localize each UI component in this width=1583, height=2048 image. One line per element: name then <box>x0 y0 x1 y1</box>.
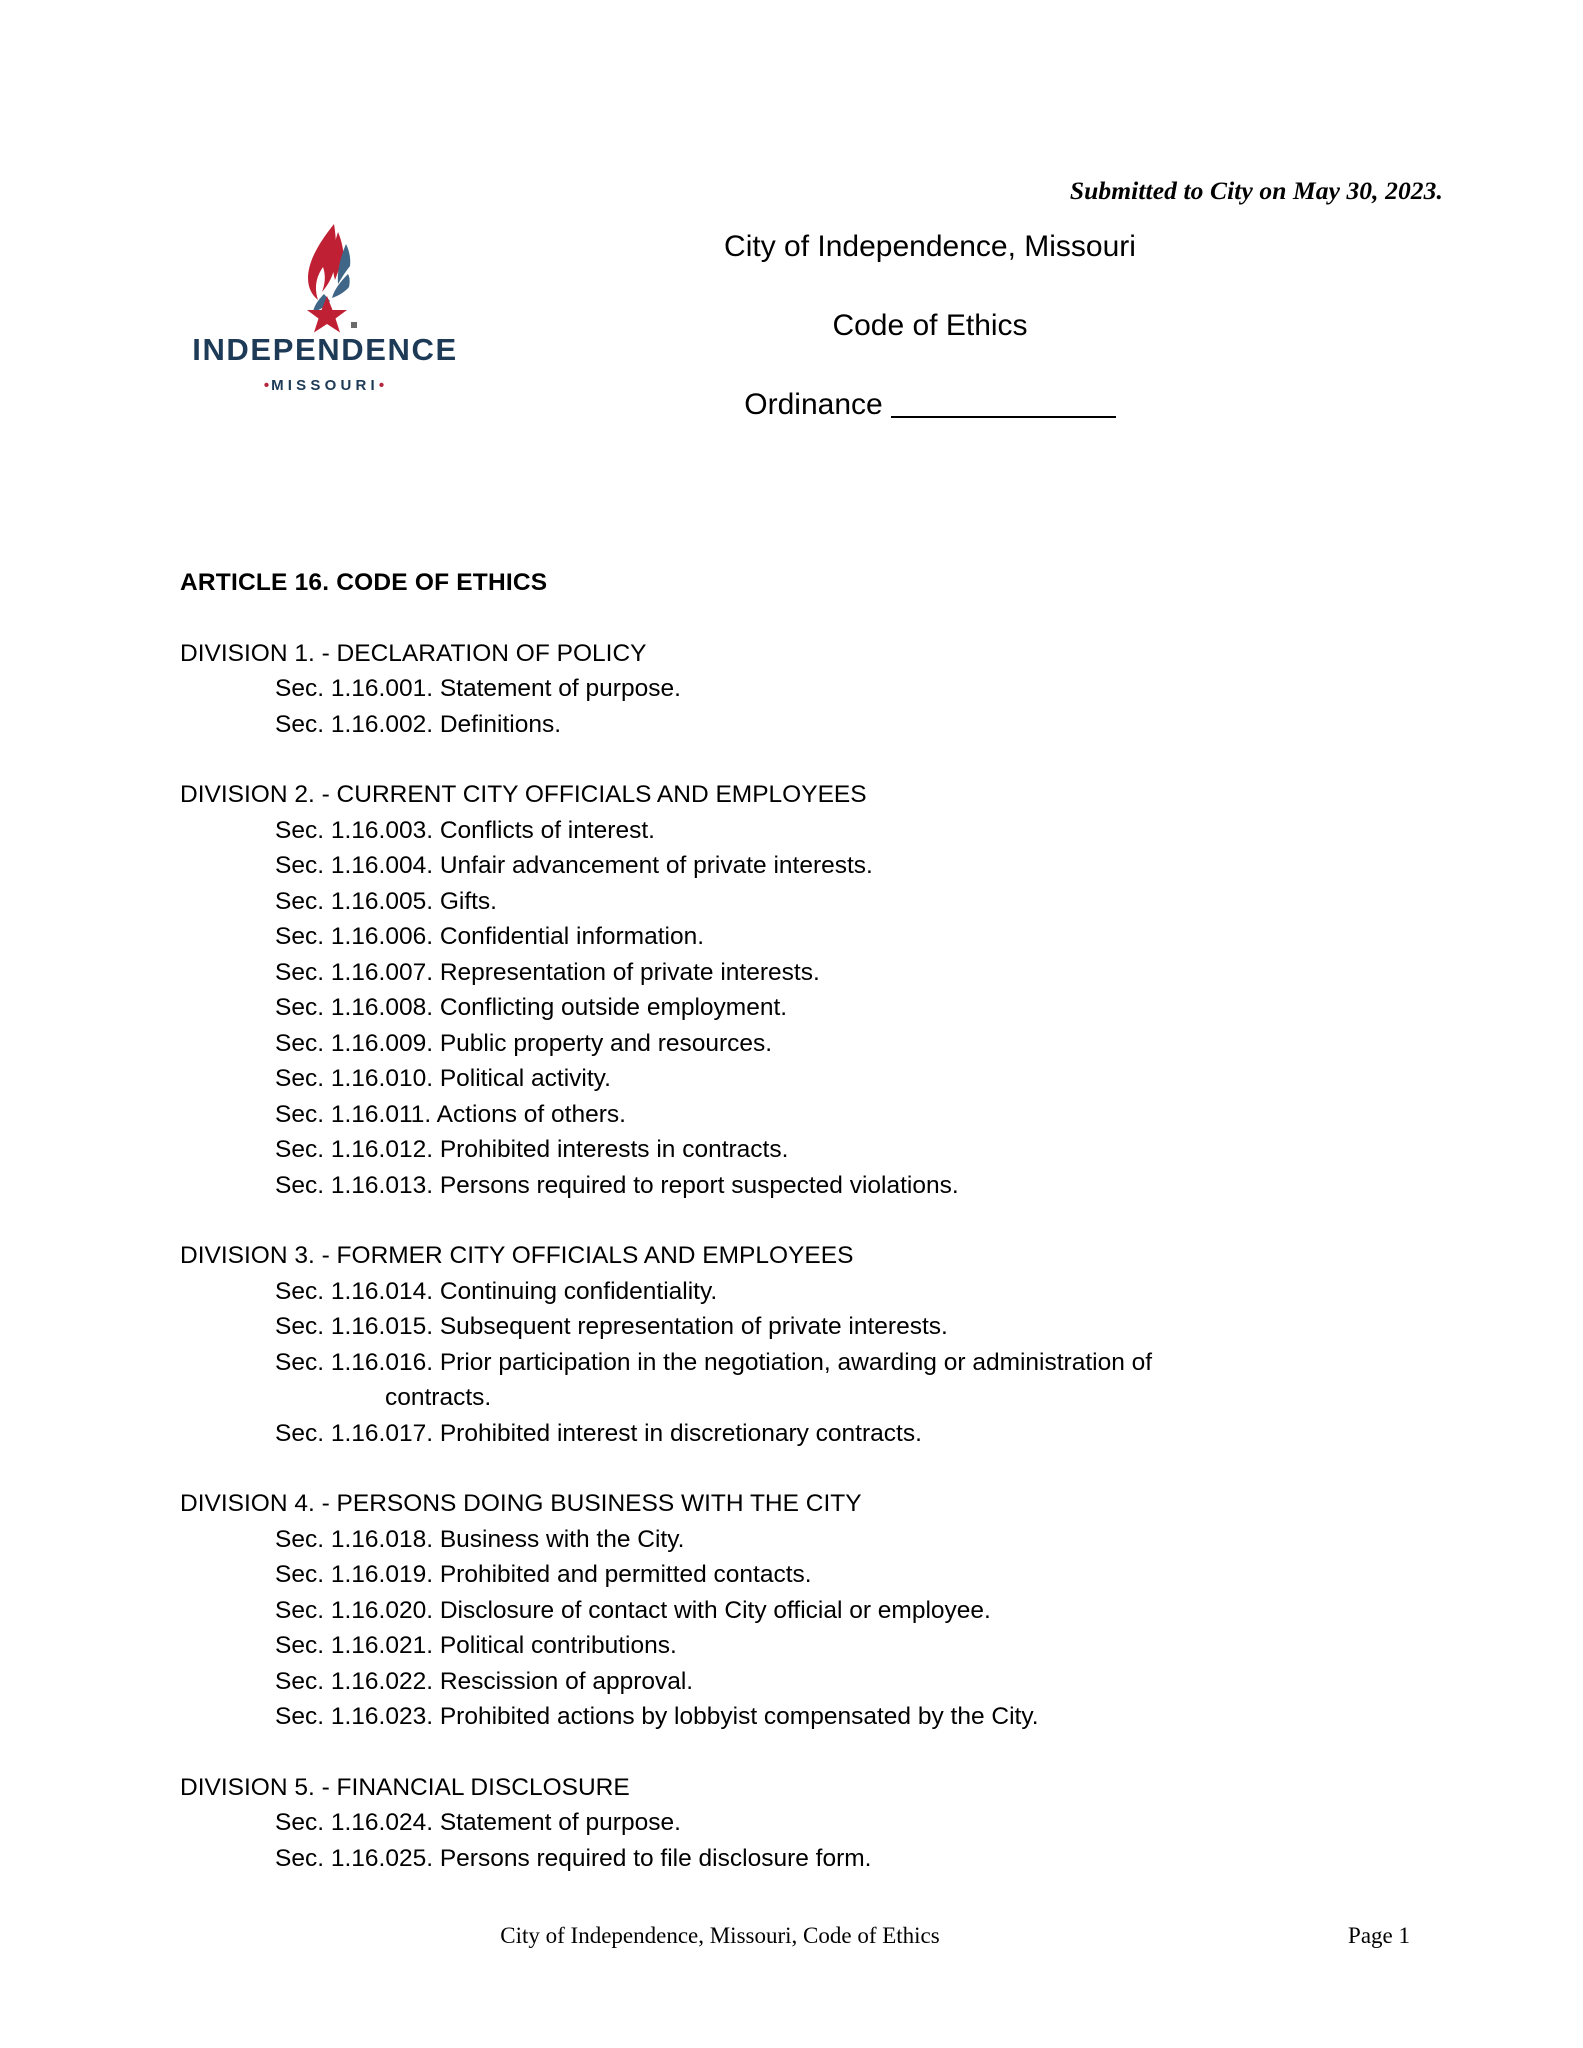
section-entry[interactable]: Sec. 1.16.019. Prohibited and permitted contacts. <box>275 1561 812 1588</box>
section-entry[interactable]: Sec. 1.16.014. Continuing confidentiality. <box>275 1277 718 1305</box>
section-entry[interactable]: Sec. 1.16.008. Conflicting outside employment. <box>275 994 788 1021</box>
section-entry[interactable] <box>180 1345 1420 1416</box>
section-entry[interactable]: Sec. 1.16.006. Confidential information. <box>275 923 705 950</box>
division-section-list <box>180 1805 1420 1876</box>
section-entry[interactable]: Sec. 1.16.009. Public property and resources. <box>275 1029 773 1057</box>
section-entry-text: Sec. 1.16.016. Prior participation in the negotiation, awarding or administration of <box>275 1348 1153 1376</box>
section-entry[interactable]: Sec. 1.16.013. Persons required to report suspected violations. <box>275 1171 959 1199</box>
masthead <box>150 222 1440 452</box>
title-city-line: City of Independence, Missouri <box>724 230 1136 263</box>
section-entry[interactable]: Sec. 1.16.018. Business with the City. <box>275 1525 685 1553</box>
section-entry[interactable]: Sec. 1.16.015. Subsequent representation of private interests. <box>275 1313 948 1340</box>
division-section-list <box>180 671 1420 742</box>
division-title: DIVISION 5. - FINANCIAL DISCLOSURE <box>180 1773 630 1801</box>
footer-document-title: City of Independence, Missouri, Code of Ethics <box>500 1923 940 1948</box>
ordinance-label: Ordinance <box>744 388 883 421</box>
section-entry[interactable]: Sec. 1.16.017. Prohibited interest in discretionary contracts. <box>275 1419 922 1447</box>
section-entry[interactable]: Sec. 1.16.011. Actions of others. <box>275 1100 626 1128</box>
section-entry[interactable]: Sec. 1.16.023. Prohibited actions by lobbyist compensated by the City. <box>275 1703 1039 1730</box>
logo-state-text: MISSOURI <box>271 377 379 394</box>
document-title-block <box>450 222 1410 420</box>
logo-wordmark: INDEPENDENCE <box>192 332 458 367</box>
division-block <box>180 636 1420 743</box>
page-footer <box>180 1923 1410 1953</box>
section-entry[interactable]: Sec. 1.16.012. Prohibited interests in contracts. <box>275 1136 789 1163</box>
section-entry[interactable]: Sec. 1.16.020. Disclosure of contact with City official or employee. <box>275 1596 991 1624</box>
division-title: DIVISION 4. - PERSONS DOING BUSINESS WITH THE CITY <box>180 1490 862 1517</box>
city-logo <box>180 222 470 422</box>
submitted-note: Submitted to City on May 30, 2023. <box>1069 176 1443 205</box>
logo-dot-left: • <box>263 377 272 394</box>
division-block <box>180 1770 1420 1877</box>
section-entry[interactable]: Sec. 1.16.010. Political activity. <box>275 1065 611 1092</box>
section-entry[interactable]: Sec. 1.16.025. Persons required to file disclosure form. <box>275 1844 872 1872</box>
ordinance-number-blank[interactable] <box>891 416 1116 418</box>
division-block <box>180 1486 1420 1735</box>
division-block <box>180 777 1420 1203</box>
section-entry[interactable]: Sec. 1.16.024. Statement of purpose. <box>275 1809 681 1836</box>
division-section-list <box>180 1274 1420 1452</box>
division-section-list <box>180 1522 1420 1735</box>
article-heading: ARTICLE 16. CODE OF ETHICS <box>180 569 548 596</box>
logo-dot-right: • <box>378 377 387 394</box>
footer-page-number: Page 1 <box>1348 1923 1410 1948</box>
section-entry[interactable]: Sec. 1.16.003. Conflicts of interest. <box>275 816 655 844</box>
section-entry[interactable]: Sec. 1.16.005. Gifts. <box>275 887 497 915</box>
section-entry-wrap: contracts. <box>385 1384 492 1411</box>
division-section-list <box>180 813 1420 1204</box>
division-title: DIVISION 3. - FORMER CITY OFFICIALS AND EMPLOYEES <box>180 1242 854 1269</box>
title-document-name: Code of Ethics <box>832 309 1028 342</box>
division-title: DIVISION 1. - DECLARATION OF POLICY <box>180 639 647 667</box>
section-entry[interactable]: Sec. 1.16.021. Political contributions. <box>275 1632 677 1659</box>
flame-torch-icon <box>288 222 366 334</box>
section-entry[interactable]: Sec. 1.16.007. Representation of private interests. <box>275 958 820 986</box>
section-entry[interactable]: Sec. 1.16.004. Unfair advancement of private interests. <box>275 852 873 879</box>
division-block <box>180 1238 1420 1451</box>
logo-state-line <box>180 378 470 393</box>
section-entry[interactable]: Sec. 1.16.001. Statement of purpose. <box>275 675 681 702</box>
ordinance-line <box>450 390 1410 420</box>
division-title: DIVISION 2. - CURRENT CITY OFFICIALS AND EMPLOYEES <box>180 781 867 808</box>
section-entry[interactable]: Sec. 1.16.022. Rescission of approval. <box>275 1667 694 1695</box>
section-entry[interactable]: Sec. 1.16.002. Definitions. <box>275 710 562 738</box>
table-of-contents <box>180 565 1420 1876</box>
